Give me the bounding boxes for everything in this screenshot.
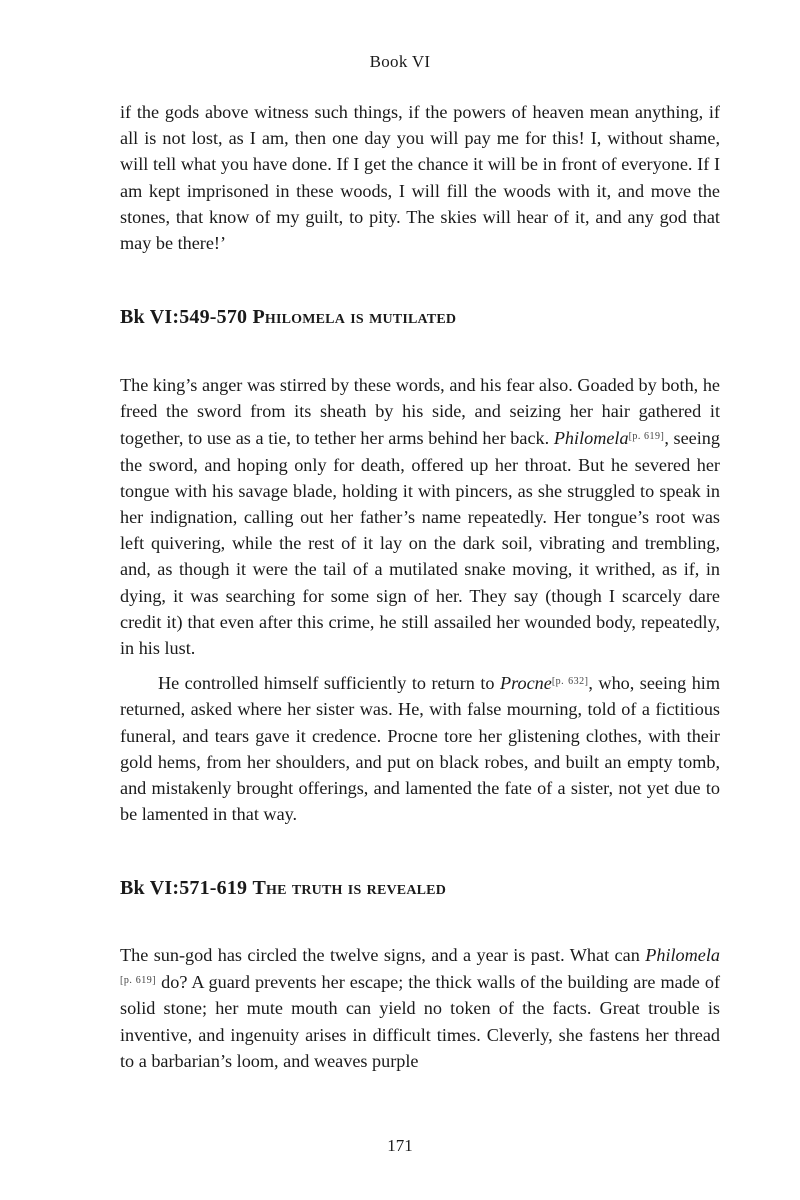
paragraph-text: , who, seeing him returned, asked where her sister was. He, with false mourning, told of a fictitious funeral, and tears gave it credence. Procne tore her glistening clothes, with their gold hems, from her shoulders, and put on black robes, and built an empty tomb, and mistakenly brought offerings, and lamented the fate of a sister, not yet due to be lamented in that way. xyxy=(120,673,720,825)
section-ref: Bk VI:571-619 xyxy=(120,877,248,899)
character-name: Procne xyxy=(499,673,552,694)
paragraph xyxy=(120,669,720,827)
character-name: Philomela xyxy=(645,945,720,965)
section2-body xyxy=(120,942,720,1074)
page-reference: [p. 632] xyxy=(551,676,589,688)
section-title: Philomela is mutilated xyxy=(252,306,457,328)
section-title: The truth is revealed xyxy=(252,877,447,899)
intro-paragraph-block xyxy=(120,99,720,256)
paragraph-text: The sun-god has circled the twelve signs, and a year is past. What can xyxy=(120,945,640,965)
page-reference: [p. 619] xyxy=(120,975,157,987)
page-reference: [p. 619] xyxy=(628,431,665,443)
character-name: Philomela xyxy=(553,428,629,449)
paragraph-text: He controlled himself sufficiently to return to xyxy=(158,673,495,694)
running-head: Book VI xyxy=(369,52,431,71)
paragraph-text: , seeing the sword, and hoping only for death, offered up her throat. But he severed her tongue with his savage blade, holding it with pincers, as she struggled to speak in her indignation, calling out her father’s name repeatedly. Her tongue’s root was left quivering, while the rest of it lay on the dark soil, vibrating and trembling, and, as though it were the tail of a mutilated snake moving, it writhed, as if, in dying, it was searching for some sign of her. They say (though I scarcely dare credit it) that even after this crime, he still assailed her wounded body, repeatedly, in his lust. xyxy=(120,428,720,659)
section-heading-philomela-mutilated xyxy=(120,306,720,329)
paragraph-text: do? A guard prevents her escape; the thick walls of the building are made of solid stone; her mute mouth can yield no token of the facts. Great trouble is inventive, and ingenuity arises in difficult times. Cleverly, she fastens her thread to a barbarian’s loom, and weaves purple xyxy=(120,972,721,1071)
paragraph xyxy=(120,372,720,661)
intro-paragraph: if the gods above witness such things, if the powers of heaven mean anything, if all is not lost, as I am, then one day you will pay me for this! I, without shame, will tell what you have done. If I get the chance it will be in front of everyone. If I am kept imprisoned in these woods, I will fill the woods with it, and move the stones, that know of my guilt, to pity. The skies will hear of it, and any god that may be there!’ xyxy=(120,102,720,254)
section-heading-truth-revealed xyxy=(120,877,720,900)
section1-body xyxy=(120,372,720,827)
paragraph-text: The king’s anger was stirred by these words, and his fear also. Goaded by both, he freed the sword from its sheath by his side, and seizing her hair gathered it together, to use as a tie, to tether her arms behind her back. xyxy=(120,375,720,449)
page-number: 171 xyxy=(387,1136,413,1155)
section-ref: Bk VI:549-570 xyxy=(120,306,248,328)
paragraph xyxy=(120,942,720,1074)
